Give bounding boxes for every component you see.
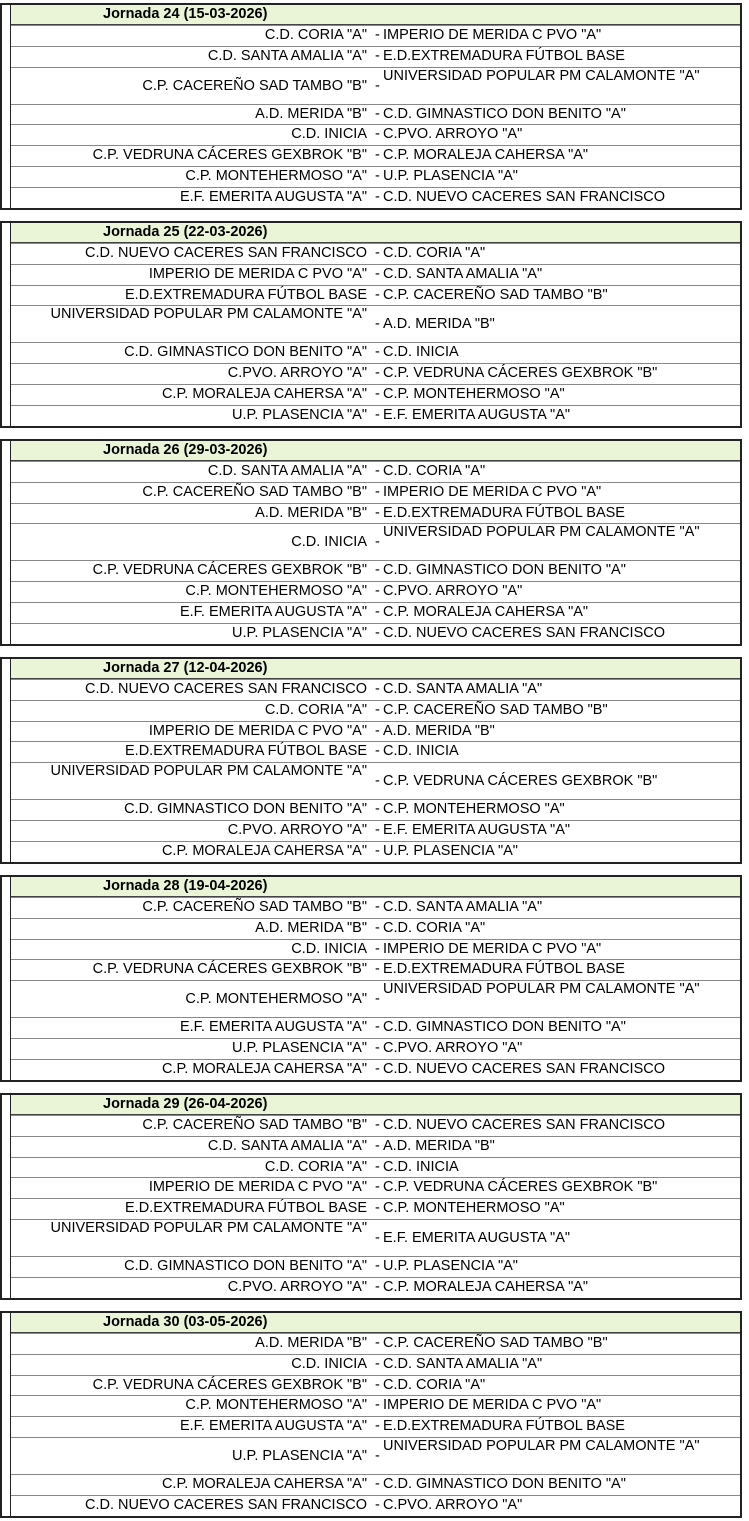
away-team: C.P. VEDRUNA CÁCERES GEXBROK "B" <box>383 773 658 790</box>
match-row <box>11 384 740 405</box>
match-row <box>11 700 740 721</box>
match-separator: - <box>375 681 380 697</box>
jornada-header <box>11 5 740 25</box>
home-team: C.D. SANTA AMALIA "A" <box>207 463 367 479</box>
home-team: C.P. VEDRUNA CÁCERES GEXBROK "B" <box>92 1376 367 1393</box>
match-separator: - <box>375 1137 380 1154</box>
match-separator: - <box>375 147 380 164</box>
match-row <box>11 1219 740 1256</box>
match-row <box>11 762 740 799</box>
jornada-block <box>0 439 742 646</box>
away-team: UNIVERSIDAD POPULAR PM CALAMONTE "A" <box>383 1437 700 1454</box>
home-team: A.D. MERIDA "B" <box>255 105 367 122</box>
home-team: E.F. EMERITA AUGUSTA "A" <box>179 188 367 205</box>
home-team: E.F. EMERITA AUGUSTA "A" <box>179 1019 367 1036</box>
home-team: U.P. PLASENCIA "A" <box>232 624 367 641</box>
match-separator: - <box>375 722 380 739</box>
away-team: E.F. EMERITA AUGUSTA "A" <box>383 1229 571 1246</box>
match-row <box>11 145 740 166</box>
home-team: C.D. INICIA <box>291 1355 367 1372</box>
home-team: C.D. INICIA <box>291 940 367 957</box>
home-team: C.D. NUEVO CACERES SAN FRANCISCO <box>85 1496 367 1513</box>
home-team: C.P. CACEREÑO SAD TAMBO "B" <box>142 483 367 500</box>
jornada-title: Jornada 27 (12-04-2026) <box>103 660 268 676</box>
away-team: C.PVO. ARROYO "A" <box>383 126 523 143</box>
jornada-block <box>0 221 742 428</box>
match-separator: - <box>375 1496 380 1513</box>
match-separator: - <box>375 365 380 382</box>
match-separator: - <box>375 1060 380 1077</box>
match-separator: - <box>375 463 380 479</box>
home-team: IMPERIO DE MERIDA C PVO "A" <box>148 265 367 282</box>
home-team: C.D. SANTA AMALIA "A" <box>207 1137 367 1154</box>
away-team: A.D. MERIDA "B" <box>383 722 495 739</box>
jornada-header <box>11 441 740 461</box>
match-separator: - <box>375 562 380 579</box>
away-team: C.P. MORALEJA CAHERSA "A" <box>383 1278 589 1295</box>
match-separator: - <box>375 483 380 500</box>
match-separator: - <box>375 1117 380 1133</box>
jornada-block <box>0 657 742 864</box>
away-team: U.P. PLASENCIA "A" <box>383 1257 518 1274</box>
home-team: UNIVERSIDAD POPULAR PM CALAMONTE "A" <box>50 1219 367 1236</box>
home-team: E.F. EMERITA AUGUSTA "A" <box>179 603 367 620</box>
match-row <box>11 820 740 841</box>
away-team: C.P. CACEREÑO SAD TAMBO "B" <box>383 286 608 303</box>
match-row <box>11 1333 740 1354</box>
home-team: UNIVERSIDAD POPULAR PM CALAMONTE "A" <box>50 763 367 780</box>
match-separator: - <box>375 286 380 303</box>
away-team: C.D. GIMNASTICO DON BENITO "A" <box>383 1019 626 1036</box>
jornada-title: Jornada 26 (29-03-2026) <box>103 442 268 458</box>
match-row <box>11 1416 740 1437</box>
match-row <box>11 1495 740 1516</box>
away-team: C.D. INICIA <box>383 743 459 760</box>
home-team: C.P. VEDRUNA CÁCERES GEXBROK "B" <box>92 961 367 978</box>
match-row <box>11 1256 740 1277</box>
match-separator: - <box>375 940 380 957</box>
away-team: C.D. SANTA AMALIA "A" <box>383 1355 543 1372</box>
away-team: C.D. CORIA "A" <box>383 245 486 261</box>
away-team: C.D. CORIA "A" <box>383 463 486 479</box>
match-row <box>11 581 740 602</box>
match-row <box>11 1115 740 1136</box>
home-team: C.D. CORIA "A" <box>264 701 367 718</box>
away-team: C.D. GIMNASTICO DON BENITO "A" <box>383 562 626 579</box>
away-team: UNIVERSIDAD POPULAR PM CALAMONTE "A" <box>383 524 700 541</box>
away-team: C.P. MONTEHERMOSO "A" <box>383 385 565 402</box>
away-team: A.D. MERIDA "B" <box>383 316 495 333</box>
match-row <box>11 1354 740 1375</box>
match-row <box>11 1017 740 1038</box>
match-row <box>11 1277 740 1298</box>
away-team: C.P. VEDRUNA CÁCERES GEXBROK "B" <box>383 365 658 382</box>
away-team: U.P. PLASENCIA "A" <box>383 167 518 184</box>
match-separator: - <box>375 1019 380 1036</box>
match-row <box>11 1177 740 1198</box>
match-separator: - <box>375 1039 380 1056</box>
match-row <box>11 602 740 623</box>
match-row <box>11 25 740 46</box>
match-separator: - <box>375 1158 380 1175</box>
match-row <box>11 46 740 67</box>
match-separator: - <box>375 821 380 838</box>
home-team: A.D. MERIDA "B" <box>255 1335 367 1351</box>
match-row <box>11 1198 740 1219</box>
home-team: C.P. CACEREÑO SAD TAMBO "B" <box>142 1117 367 1133</box>
jornada-header <box>11 1095 740 1115</box>
match-separator: - <box>375 77 380 94</box>
match-separator: - <box>375 624 380 641</box>
match-separator: - <box>375 534 380 551</box>
jornada-block <box>0 1311 742 1518</box>
match-row <box>11 1038 740 1059</box>
match-separator: - <box>375 961 380 978</box>
match-row <box>11 897 740 918</box>
away-team: A.D. MERIDA "B" <box>383 1137 495 1154</box>
away-team: IMPERIO DE MERIDA C PVO "A" <box>383 27 602 43</box>
away-team: C.P. CACEREÑO SAD TAMBO "B" <box>383 701 608 718</box>
home-team: C.P. MONTEHERMOSO "A" <box>185 991 367 1008</box>
match-separator: - <box>375 406 380 423</box>
match-row <box>11 980 740 1017</box>
away-team: C.P. VEDRUNA CÁCERES GEXBROK "B" <box>383 1179 658 1196</box>
home-team: C.P. MORALEJA CAHERSA "A" <box>161 1475 367 1492</box>
match-row <box>11 1136 740 1157</box>
match-separator: - <box>375 188 380 205</box>
match-separator: - <box>375 1447 380 1464</box>
jornada-title: Jornada 29 (26-04-2026) <box>103 1096 268 1112</box>
match-row <box>11 918 740 939</box>
home-team: U.P. PLASENCIA "A" <box>232 406 367 423</box>
match-separator: - <box>375 504 380 521</box>
away-team: C.D. CORIA "A" <box>383 919 486 936</box>
match-separator: - <box>375 1335 380 1351</box>
match-separator: - <box>375 991 380 1008</box>
match-separator: - <box>375 1397 380 1414</box>
match-row <box>11 124 740 145</box>
home-team: C.P. MONTEHERMOSO "A" <box>185 583 367 600</box>
away-team: C.D. NUEVO CACERES SAN FRANCISCO <box>383 1117 665 1133</box>
match-row <box>11 104 740 125</box>
match-row <box>11 959 740 980</box>
match-separator: - <box>375 1278 380 1295</box>
home-team: C.P. MORALEJA CAHERSA "A" <box>161 842 367 859</box>
match-separator: - <box>375 27 380 43</box>
match-row <box>11 405 740 426</box>
away-team: C.PVO. ARROYO "A" <box>383 1039 523 1056</box>
match-separator: - <box>375 1229 380 1246</box>
away-team: C.PVO. ARROYO "A" <box>383 583 523 600</box>
away-team: E.F. EMERITA AUGUSTA "A" <box>383 406 571 423</box>
match-row <box>11 523 740 560</box>
match-row <box>11 721 740 742</box>
match-row <box>11 342 740 363</box>
match-separator: - <box>375 773 380 790</box>
match-separator: - <box>375 603 380 620</box>
away-team: U.P. PLASENCIA "A" <box>383 842 518 859</box>
match-row <box>11 1059 740 1080</box>
away-team: C.D. SANTA AMALIA "A" <box>383 265 543 282</box>
match-row <box>11 187 740 208</box>
away-team: E.D.EXTREMADURA FÚTBOL BASE <box>383 504 625 521</box>
match-separator: - <box>375 801 380 818</box>
home-team: U.P. PLASENCIA "A" <box>232 1039 367 1056</box>
match-separator: - <box>375 1257 380 1274</box>
home-team: C.P. CACEREÑO SAD TAMBO "B" <box>142 899 367 915</box>
away-team: C.D. NUEVO CACERES SAN FRANCISCO <box>383 188 665 205</box>
home-team: C.D. GIMNASTICO DON BENITO "A" <box>124 1257 367 1274</box>
home-team: C.D. CORIA "A" <box>264 1158 367 1175</box>
away-team: E.D.EXTREMADURA FÚTBOL BASE <box>383 1418 625 1435</box>
match-separator: - <box>375 245 380 261</box>
match-row <box>11 461 740 482</box>
home-team: UNIVERSIDAD POPULAR PM CALAMONTE "A" <box>50 306 367 323</box>
jornada-title: Jornada 24 (15-03-2026) <box>103 6 268 22</box>
match-separator: - <box>375 385 380 402</box>
away-team: C.P. CACEREÑO SAD TAMBO "B" <box>383 1335 608 1351</box>
match-row <box>11 305 740 342</box>
match-separator: - <box>375 1355 380 1372</box>
home-team: C.D. GIMNASTICO DON BENITO "A" <box>124 344 367 361</box>
match-separator: - <box>375 1475 380 1492</box>
home-team: C.D. SANTA AMALIA "A" <box>207 47 367 64</box>
match-row <box>11 1437 740 1474</box>
home-team: IMPERIO DE MERIDA C PVO "A" <box>148 722 367 739</box>
match-separator: - <box>375 344 380 361</box>
away-team: C.P. MONTEHERMOSO "A" <box>383 801 565 818</box>
home-team: C.P. MORALEJA CAHERSA "A" <box>161 385 367 402</box>
jornada-header <box>11 659 740 679</box>
away-team: IMPERIO DE MERIDA C PVO "A" <box>383 1397 602 1414</box>
away-team: E.D.EXTREMADURA FÚTBOL BASE <box>383 961 625 978</box>
match-separator: - <box>375 1376 380 1393</box>
match-row <box>11 1157 740 1178</box>
jornada-block <box>0 1093 742 1300</box>
jornada-header <box>11 877 740 897</box>
home-team: C.P. VEDRUNA CÁCERES GEXBROK "B" <box>92 562 367 579</box>
match-row <box>11 1474 740 1495</box>
jornada-block <box>0 875 742 1082</box>
away-team: C.D. SANTA AMALIA "A" <box>383 899 543 915</box>
match-row <box>11 243 740 264</box>
match-row <box>11 741 740 762</box>
away-team: C.PVO. ARROYO "A" <box>383 1496 523 1513</box>
match-row <box>11 503 740 524</box>
match-row <box>11 1375 740 1396</box>
away-team: C.D. GIMNASTICO DON BENITO "A" <box>383 105 626 122</box>
away-team: C.D. INICIA <box>383 1158 459 1175</box>
match-row <box>11 1395 740 1416</box>
home-team: A.D. MERIDA "B" <box>255 919 367 936</box>
match-row <box>11 482 740 503</box>
jornada-title: Jornada 30 (03-05-2026) <box>103 1314 268 1330</box>
home-team: C.P. VEDRUNA CÁCERES GEXBROK "B" <box>92 147 367 164</box>
match-row <box>11 799 740 820</box>
match-row <box>11 264 740 285</box>
away-team: C.D. SANTA AMALIA "A" <box>383 681 543 697</box>
match-separator: - <box>375 842 380 859</box>
away-team: UNIVERSIDAD POPULAR PM CALAMONTE "A" <box>383 981 700 998</box>
away-team: C.P. MORALEJA CAHERSA "A" <box>383 603 589 620</box>
home-team: E.F. EMERITA AUGUSTA "A" <box>179 1418 367 1435</box>
home-team: C.D. INICIA <box>291 534 367 551</box>
jornada-title: Jornada 25 (22-03-2026) <box>103 224 268 240</box>
home-team: C.D. GIMNASTICO DON BENITO "A" <box>124 801 367 818</box>
match-separator: - <box>375 743 380 760</box>
home-team: IMPERIO DE MERIDA C PVO "A" <box>148 1179 367 1196</box>
match-row <box>11 285 740 306</box>
away-team: E.D.EXTREMADURA FÚTBOL BASE <box>383 47 625 64</box>
away-team: C.D. CORIA "A" <box>383 1376 486 1393</box>
home-team: E.D.EXTREMADURA FÚTBOL BASE <box>125 286 367 303</box>
home-team: C.P. MORALEJA CAHERSA "A" <box>161 1060 367 1077</box>
away-team: IMPERIO DE MERIDA C PVO "A" <box>383 483 602 500</box>
match-row <box>11 166 740 187</box>
match-row <box>11 623 740 644</box>
home-team: C.P. CACEREÑO SAD TAMBO "B" <box>142 77 367 94</box>
home-team: C.PVO. ARROYO "A" <box>227 365 367 382</box>
away-team: E.F. EMERITA AUGUSTA "A" <box>383 821 571 838</box>
match-separator: - <box>375 105 380 122</box>
match-separator: - <box>375 1200 380 1217</box>
match-separator: - <box>375 1418 380 1435</box>
match-separator: - <box>375 583 380 600</box>
match-separator: - <box>375 701 380 718</box>
away-team: C.D. NUEVO CACERES SAN FRANCISCO <box>383 1060 665 1077</box>
match-row <box>11 67 740 104</box>
match-separator: - <box>375 126 380 143</box>
home-team: C.PVO. ARROYO "A" <box>227 821 367 838</box>
home-team: E.D.EXTREMADURA FÚTBOL BASE <box>125 1200 367 1217</box>
match-row <box>11 679 740 700</box>
home-team: C.D. INICIA <box>291 126 367 143</box>
home-team: C.PVO. ARROYO "A" <box>227 1278 367 1295</box>
home-team: C.D. NUEVO CACERES SAN FRANCISCO <box>85 681 367 697</box>
match-row <box>11 841 740 862</box>
jornada-header <box>11 1313 740 1333</box>
match-separator: - <box>375 265 380 282</box>
match-separator: - <box>375 919 380 936</box>
home-team: A.D. MERIDA "B" <box>255 504 367 521</box>
match-separator: - <box>375 899 380 915</box>
home-team: C.P. MONTEHERMOSO "A" <box>185 1397 367 1414</box>
jornada-header <box>11 223 740 243</box>
match-row <box>11 363 740 384</box>
jornada-block <box>0 3 742 210</box>
match-separator: - <box>375 167 380 184</box>
home-team: U.P. PLASENCIA "A" <box>232 1447 367 1464</box>
match-separator: - <box>375 1179 380 1196</box>
jornada-title: Jornada 28 (19-04-2026) <box>103 878 268 894</box>
home-team: C.P. MONTEHERMOSO "A" <box>185 167 367 184</box>
match-separator: - <box>375 47 380 64</box>
home-team: C.D. NUEVO CACERES SAN FRANCISCO <box>85 245 367 261</box>
away-team: C.P. MONTEHERMOSO "A" <box>383 1200 565 1217</box>
away-team: C.D. NUEVO CACERES SAN FRANCISCO <box>383 624 665 641</box>
away-team: IMPERIO DE MERIDA C PVO "A" <box>383 940 602 957</box>
away-team: C.D. GIMNASTICO DON BENITO "A" <box>383 1475 626 1492</box>
match-row <box>11 560 740 581</box>
home-team: C.D. CORIA "A" <box>264 27 367 43</box>
match-row <box>11 939 740 960</box>
away-team: C.P. MORALEJA CAHERSA "A" <box>383 147 589 164</box>
away-team: C.D. INICIA <box>383 344 459 361</box>
home-team: E.D.EXTREMADURA FÚTBOL BASE <box>125 743 367 760</box>
match-separator: - <box>375 316 380 333</box>
away-team: UNIVERSIDAD POPULAR PM CALAMONTE "A" <box>383 67 700 84</box>
